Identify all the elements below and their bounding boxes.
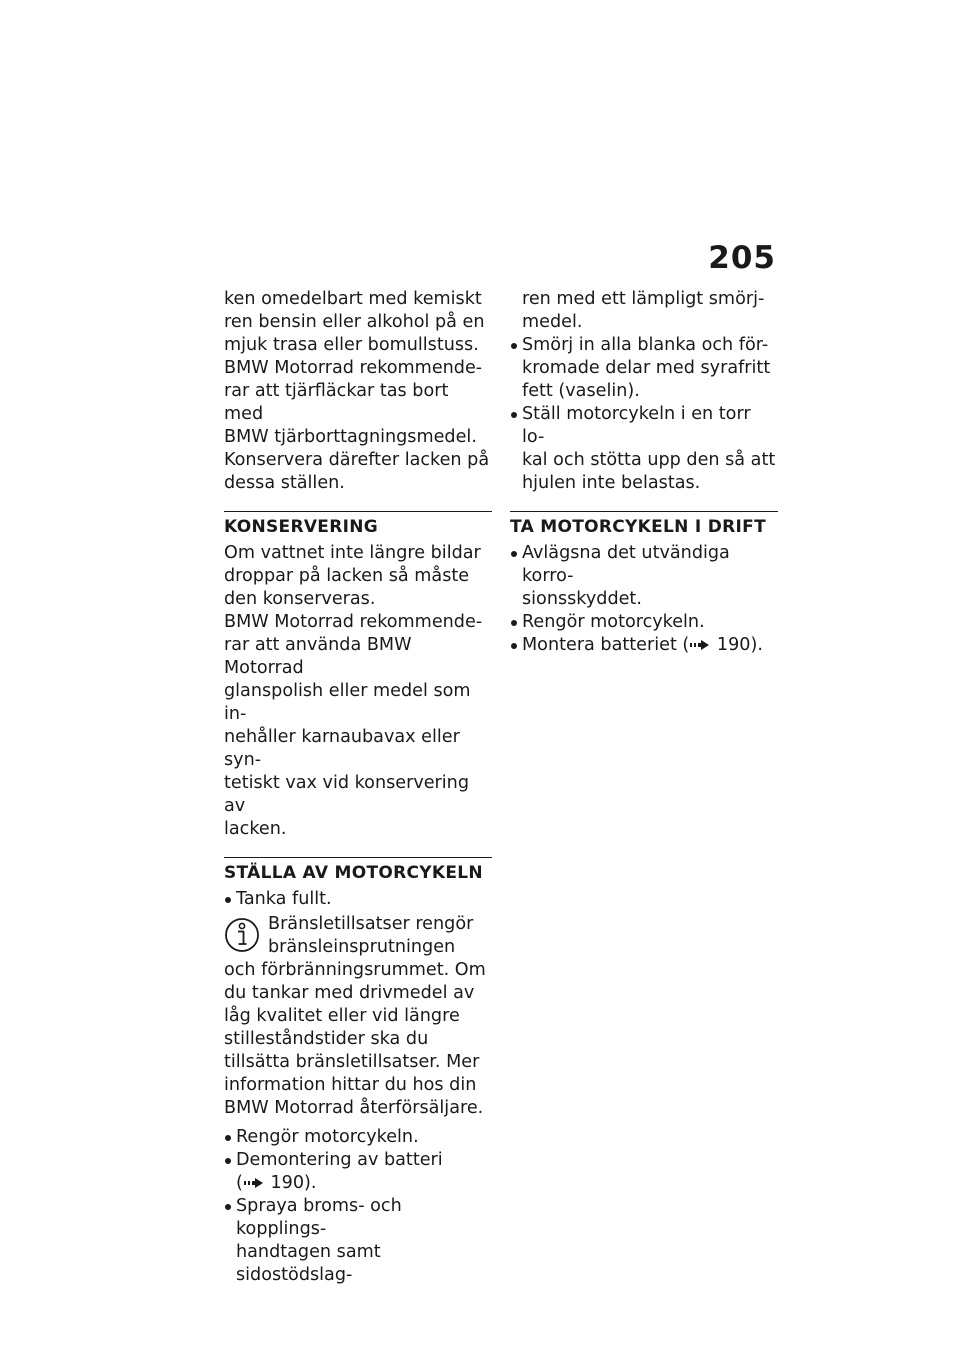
ref-open-paren: (	[236, 1173, 243, 1193]
page-number: 205	[708, 240, 776, 276]
right-column	[510, 288, 778, 657]
note-text-first: Bränsletillsatser rengör bränsleinsprutningen	[268, 914, 474, 957]
bullet-spraya: Spraya broms- och kopplings- handtagen samt sidostödslag-	[224, 1195, 492, 1287]
bullet-rengor-drift: Rengör motorcykeln.	[510, 611, 778, 634]
bullet-montera[interactable]	[510, 634, 778, 657]
page-reference-arrow-icon	[243, 1177, 265, 1189]
bullet-rengor: Rengör motorcykeln.	[224, 1126, 492, 1149]
left-column	[224, 288, 492, 1287]
montera-ref-page: 190).	[711, 635, 763, 655]
bullet-demontering-text: Demontering av batteri	[236, 1150, 443, 1170]
bullet-avlagsna: Avlägsna det utvändiga korro- sionsskyddet.	[510, 542, 778, 611]
continued-text: ren med ett lämpligt smörj- medel.	[522, 289, 765, 332]
montera-text: Montera batteriet (	[522, 635, 690, 655]
fuel-additive-note	[224, 913, 492, 1120]
intro-paragraph: ken omedelbart med kemiskt ren bensin eller alkohol på en mjuk trasa eller bomullstuss. BMW Motorrad rekommende- rar att tjärfläckar tas bort med BMW tjärborttagningsmedel. Konservera därefter lacken på dessa ställen.	[224, 289, 490, 493]
battery-reference[interactable]	[224, 1172, 492, 1195]
heading-stalla-av: STÄLLA AV MOTORCYKELN	[224, 857, 492, 884]
bullet-stall: Ställ motorcykeln i en torr lo- kal och stötta upp den så att hjulen inte belastas.	[510, 403, 778, 495]
heading-konservering: KONSERVERING	[224, 511, 492, 538]
ref-page-number: 190).	[264, 1173, 317, 1193]
page-reference-arrow-icon	[689, 639, 711, 651]
bullet-smorj: Smörj in alla blanka och för- kromade delar med syrafritt fett (vaselin).	[510, 334, 778, 403]
note-text-rest: och förbränningsrummet. Om du tankar med drivmedel av låg kvalitet eller vid längre stilleståndstider ska du tillsätta bränsletillsatser. Mer information hittar du hos din BMW Motorrad återförsäljare.	[224, 960, 486, 1118]
heading-ta-i-drift: TA MOTORCYKELN I DRIFT	[510, 511, 778, 538]
bullet-tanka: Tanka fullt.	[224, 888, 492, 911]
info-icon	[224, 917, 260, 953]
konservering-paragraph-2: BMW Motorrad rekommende- rar att använda BMW Motorrad glanspolish eller medel som in- nehåller karnaubavax eller syn- tetiskt vax vid konservering av lacken.	[224, 612, 483, 839]
konservering-paragraph-1: Om vattnet inte längre bildar droppar på lacken så måste den konserveras.	[224, 543, 481, 609]
bullet-demontering	[224, 1149, 492, 1172]
